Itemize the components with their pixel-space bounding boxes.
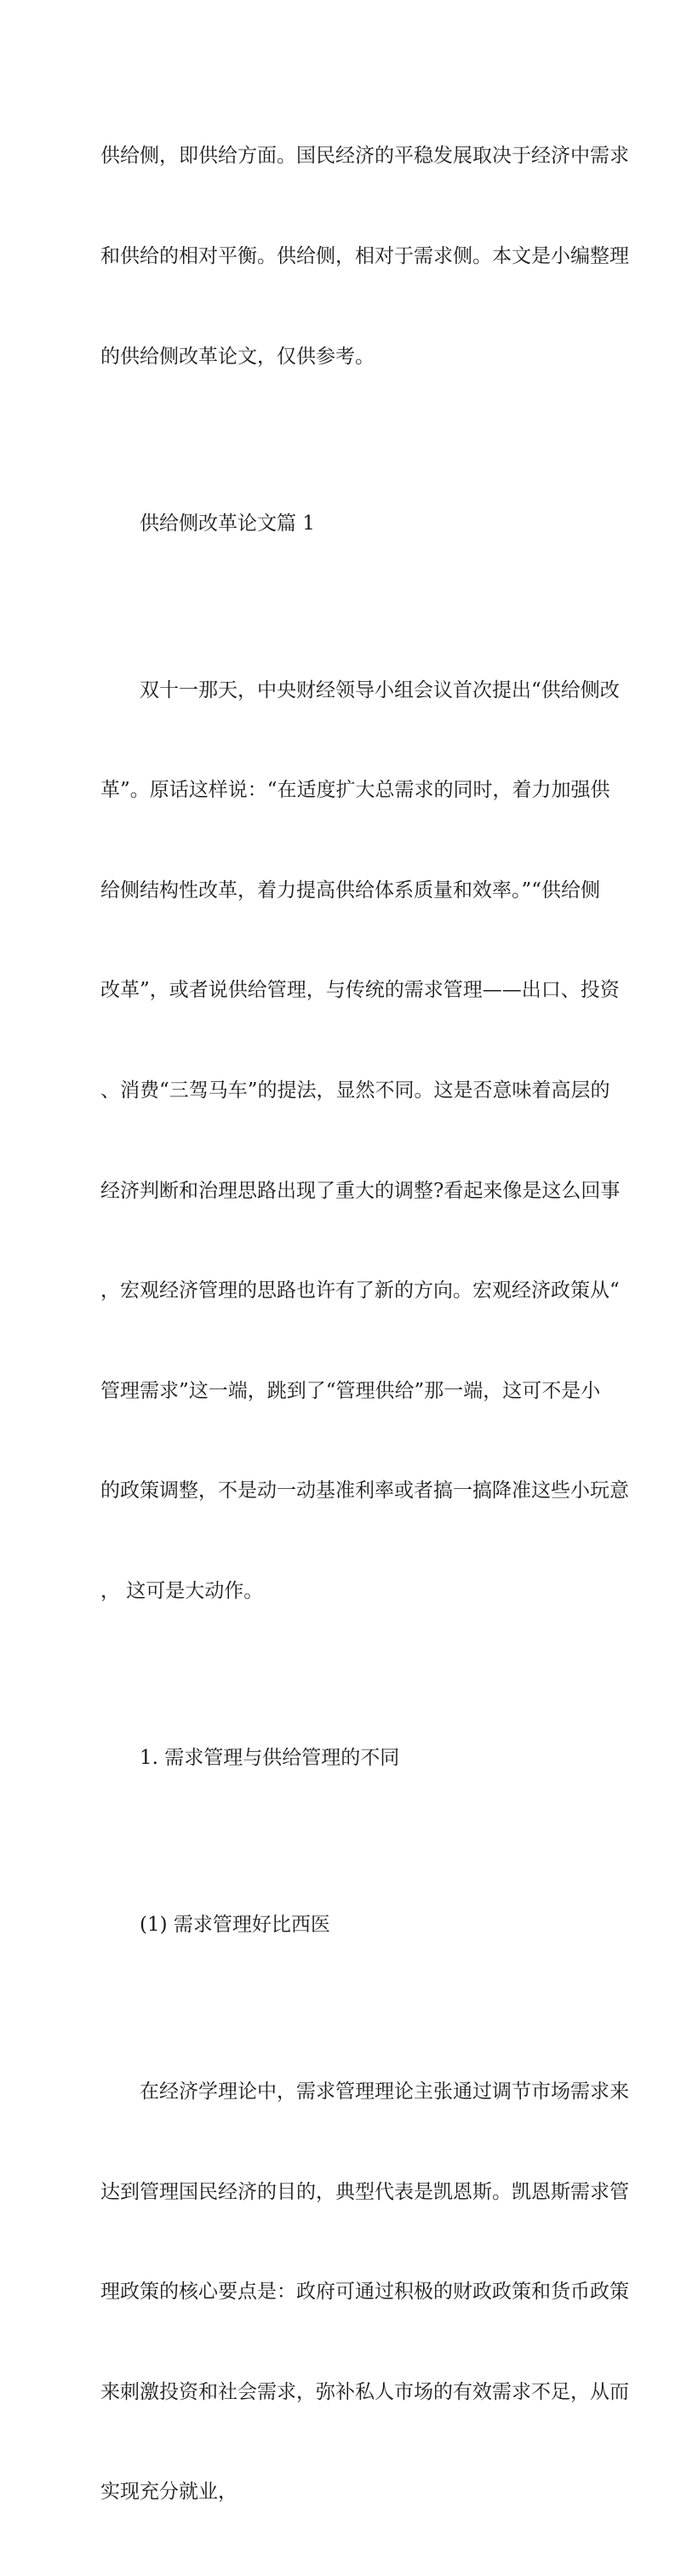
heading-line: 1. 需求管理与供给管理的不同 xyxy=(140,1746,400,1769)
subheading-1-1 xyxy=(100,1842,598,2009)
heading-line: 供给侧改革论文篇 1 xyxy=(140,512,315,535)
text-line: 双十一那天，中央财经领导小组会议首次提出“供给侧改 xyxy=(140,678,620,701)
text-line: 革”。原话这样说：“在适度扩大总需求的同时，着力加强供 xyxy=(100,779,610,802)
text-line: 的供给侧改革论文，仅供参考。 xyxy=(100,345,375,368)
paragraph-body-1 xyxy=(100,607,629,1674)
paragraph-body-2 xyxy=(100,2009,629,2576)
text-line: 理政策的核心要点是：政府可通过积极的财政政策和货币政策 xyxy=(100,2281,629,2304)
text-line: 的政策调整，不是动一动基准利率或者搞一搞降准这些小玩意 xyxy=(100,1480,629,1503)
text-line: 达到管理国民经济的目的，典型代表是凯恩斯。凯恩斯需求管 xyxy=(100,2180,629,2203)
text-line: 供给侧，即供给方面。国民经济的平稳发展取决于经济中需求 xyxy=(100,145,629,168)
document-body xyxy=(100,73,629,2576)
text-line: 来刺激投资和社会需求，弥补私人市场的有效需求不足，从而 xyxy=(100,2380,629,2403)
text-line: 给侧结构性改革，着力提高供给体系质量和效率。”“供给侧 xyxy=(100,879,601,902)
text-line: 在经济学理论中，需求管理理论主张通过调节市场需求来 xyxy=(140,2080,629,2103)
paragraph-intro xyxy=(100,73,629,440)
heading-line: (1) 需求管理好比西医 xyxy=(140,1913,330,1936)
text-line: 实现充分就业， xyxy=(100,2481,237,2504)
text-line: ，宏观经济管理的思路也许有了新的方向。宏观经济政策从“ xyxy=(100,1279,620,1302)
subheading-1 xyxy=(100,1675,598,1842)
text-line: 、消费“三驾马车”的提法，显然不同。这是否意味着高层的 xyxy=(100,1079,610,1102)
section-heading xyxy=(100,440,598,607)
text-line: 和供给的相对平衡。供给侧，相对于需求侧。本文是小编整理 xyxy=(100,245,629,267)
text-line: ， 这可是大动作。 xyxy=(100,1579,264,1602)
text-line: 管理需求”这一端，跳到了“管理供给”那一端，这可不是小 xyxy=(100,1379,601,1402)
text-line: 改革”，或者说供给管理，与传统的需求管理——出口、投资 xyxy=(100,979,620,1002)
text-line: 经济判断和治理思路出现了重大的调整?看起来像是这么回事 xyxy=(100,1179,621,1202)
